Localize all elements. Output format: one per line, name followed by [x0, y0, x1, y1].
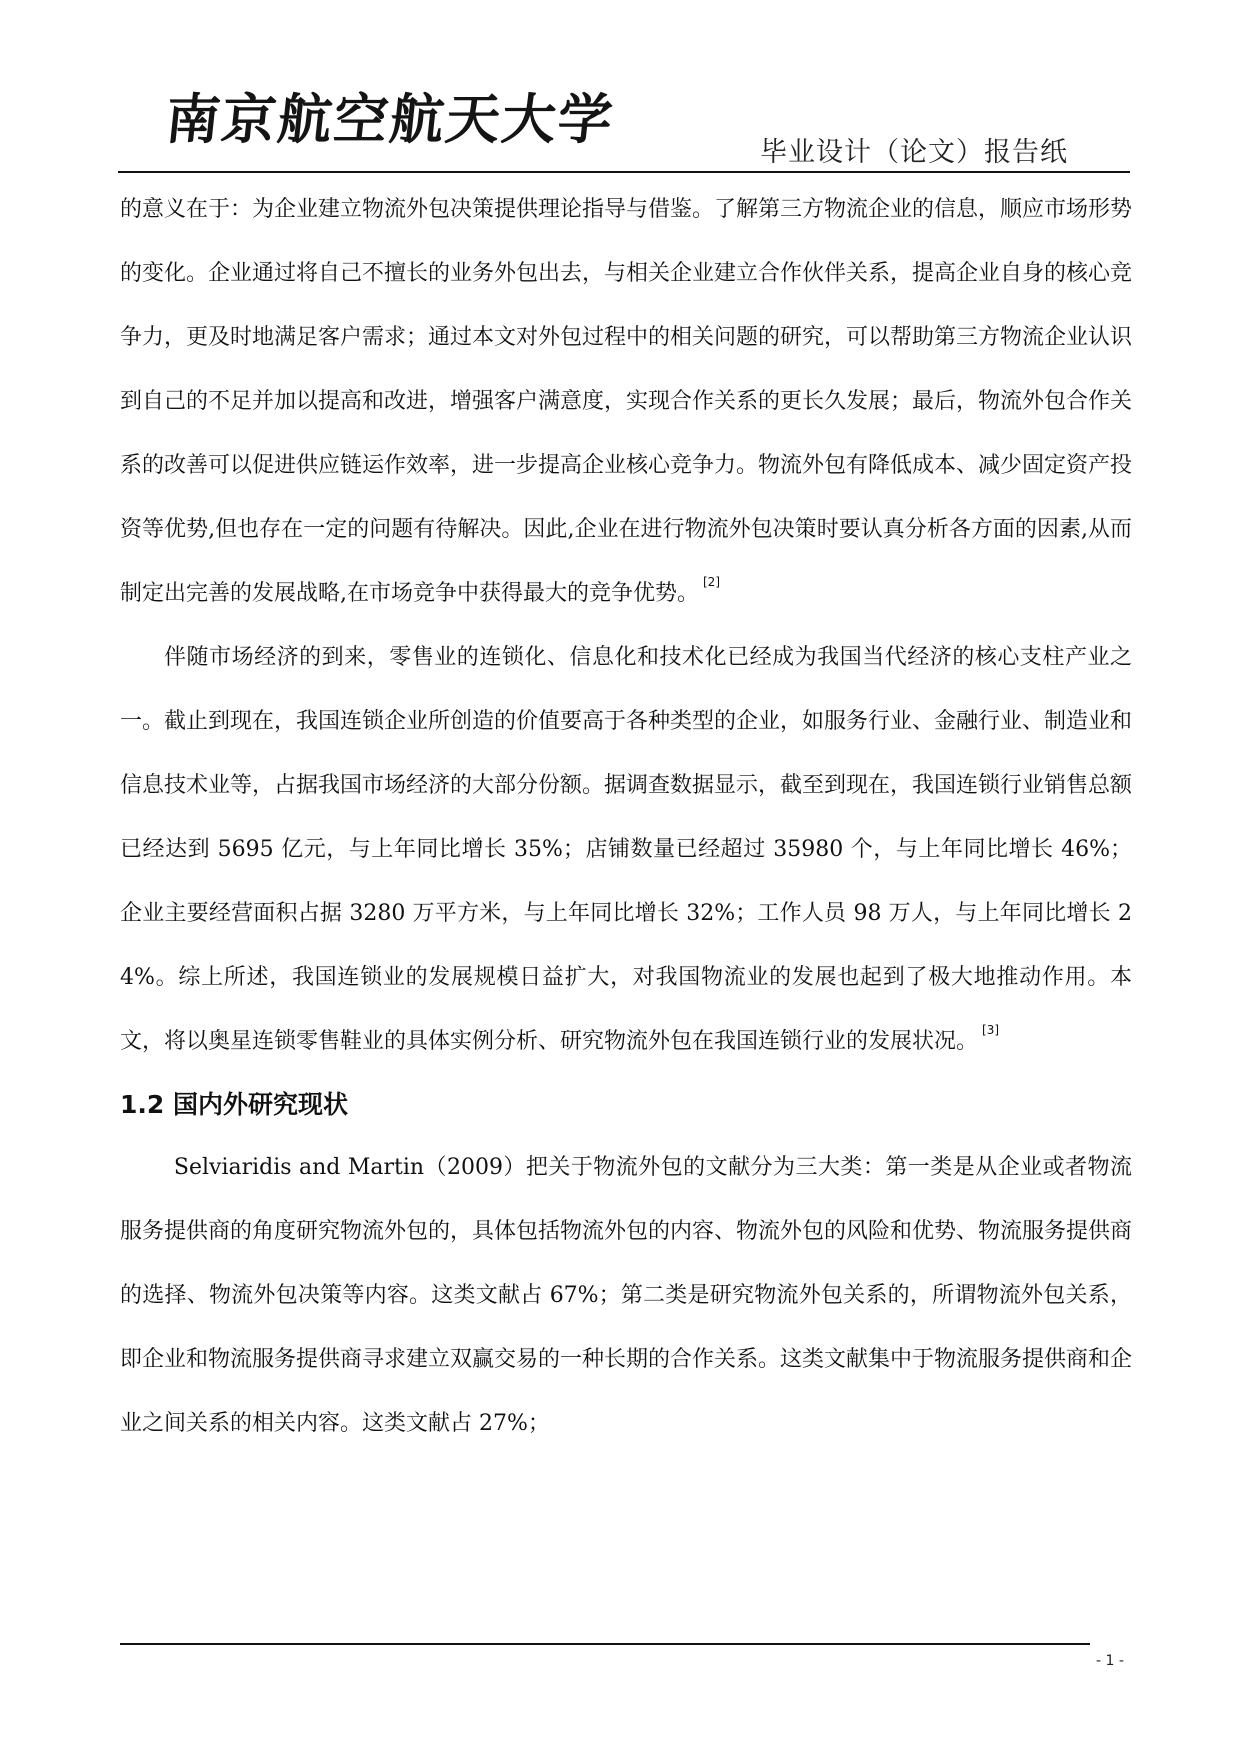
citation-3: [3] [982, 1023, 1000, 1037]
page-body [120, 178, 1132, 1456]
paragraph-2 [120, 626, 1132, 1074]
paragraph-1-text: 的意义在于：为企业建立物流外包决策提供理论指导与借鉴。了解第三方物流企业的信息，顺应市场形势的变化。企业通过将自己不擅长的业务外包出去，与相关企业建立合作伙伴关系，提高企业自身的核心竞争力，更及时地满足客户需求；通过本文对外包过程中的相关问题的研究，可以帮助第三方物流企业认识到自己的不足并加以提高和改进，增强客户满意度，实现合作关系的更长久发展；最后，物流外包合作关系的改善可以促进供应链运作效率，进一步提高企业核心竞争力。物流外包有降低成本、减少固定资产投资等优势,但也存在一定的问题有待解决。因此,企业在进行物流外包决策时要认真分析各方面的因素,从而制定出完善的发展战略,在市场竞争中获得最大的竞争优势。 [120, 197, 1133, 606]
paragraph-2-text: 伴随市场经济的到来，零售业的连锁化、信息化和技术化已经成为我国当代经济的核心支柱产业之一。截止到现在，我国连锁企业所创造的价值要高于各种类型的企业，如服务行业、金融行业、制造业和信息技术业等，占据我国市场经济的大部分份额。据调查数据显示，截至到现在，我国连锁行业销售总额已经达到 5695 亿元，与上年同比增长 35%；店铺数量已经超过 35980 个，与上年同比增长 46%；企业主要经营面积占据 3280 万平方米，与上年同比增长 32%；工作人员 98 万人，与上年同比增长 24%。综上所述，我国连锁业的发展规模日益扩大，对我国物流业的发展也起到了极大地推动作用。本文，将以奥星连锁零售鞋业的具体实例分析、研究物流外包在我国连锁行业的发展状况。 [120, 645, 1133, 1054]
paragraph-3 [120, 1136, 1132, 1456]
header-divider [118, 171, 1130, 173]
section-heading: 1.2 国内外研究现状 [120, 1090, 348, 1119]
footer-divider [120, 1643, 1090, 1645]
university-logo: 南京航空航天大学 [162, 87, 618, 151]
page-number: - 1 - [1096, 1653, 1124, 1669]
report-paper-title: 毕业设计（论文）报告纸 [760, 137, 1068, 168]
citation-2: [2] [703, 575, 720, 589]
paragraph-3-text: Selviaridis and Martin（2009）把关于物流外包的文献分为三大类：第一类是从企业或者物流服务提供商的角度研究物流外包的，具体包括物流外包的内容、物流外包的风险和优势、物流服务提供商的选择、物流外包决策等内容。这类文献占 67%；第二类是研究物流外包关系的，所谓物流外包关系，即企业和物流服务提供商寻求建立双赢交易的一种长期的合作关系。这类文献集中于物流服务提供商和企业之间关系的相关内容。这类文献占 27%； [120, 1155, 1133, 1436]
paragraph-1 [120, 178, 1132, 626]
